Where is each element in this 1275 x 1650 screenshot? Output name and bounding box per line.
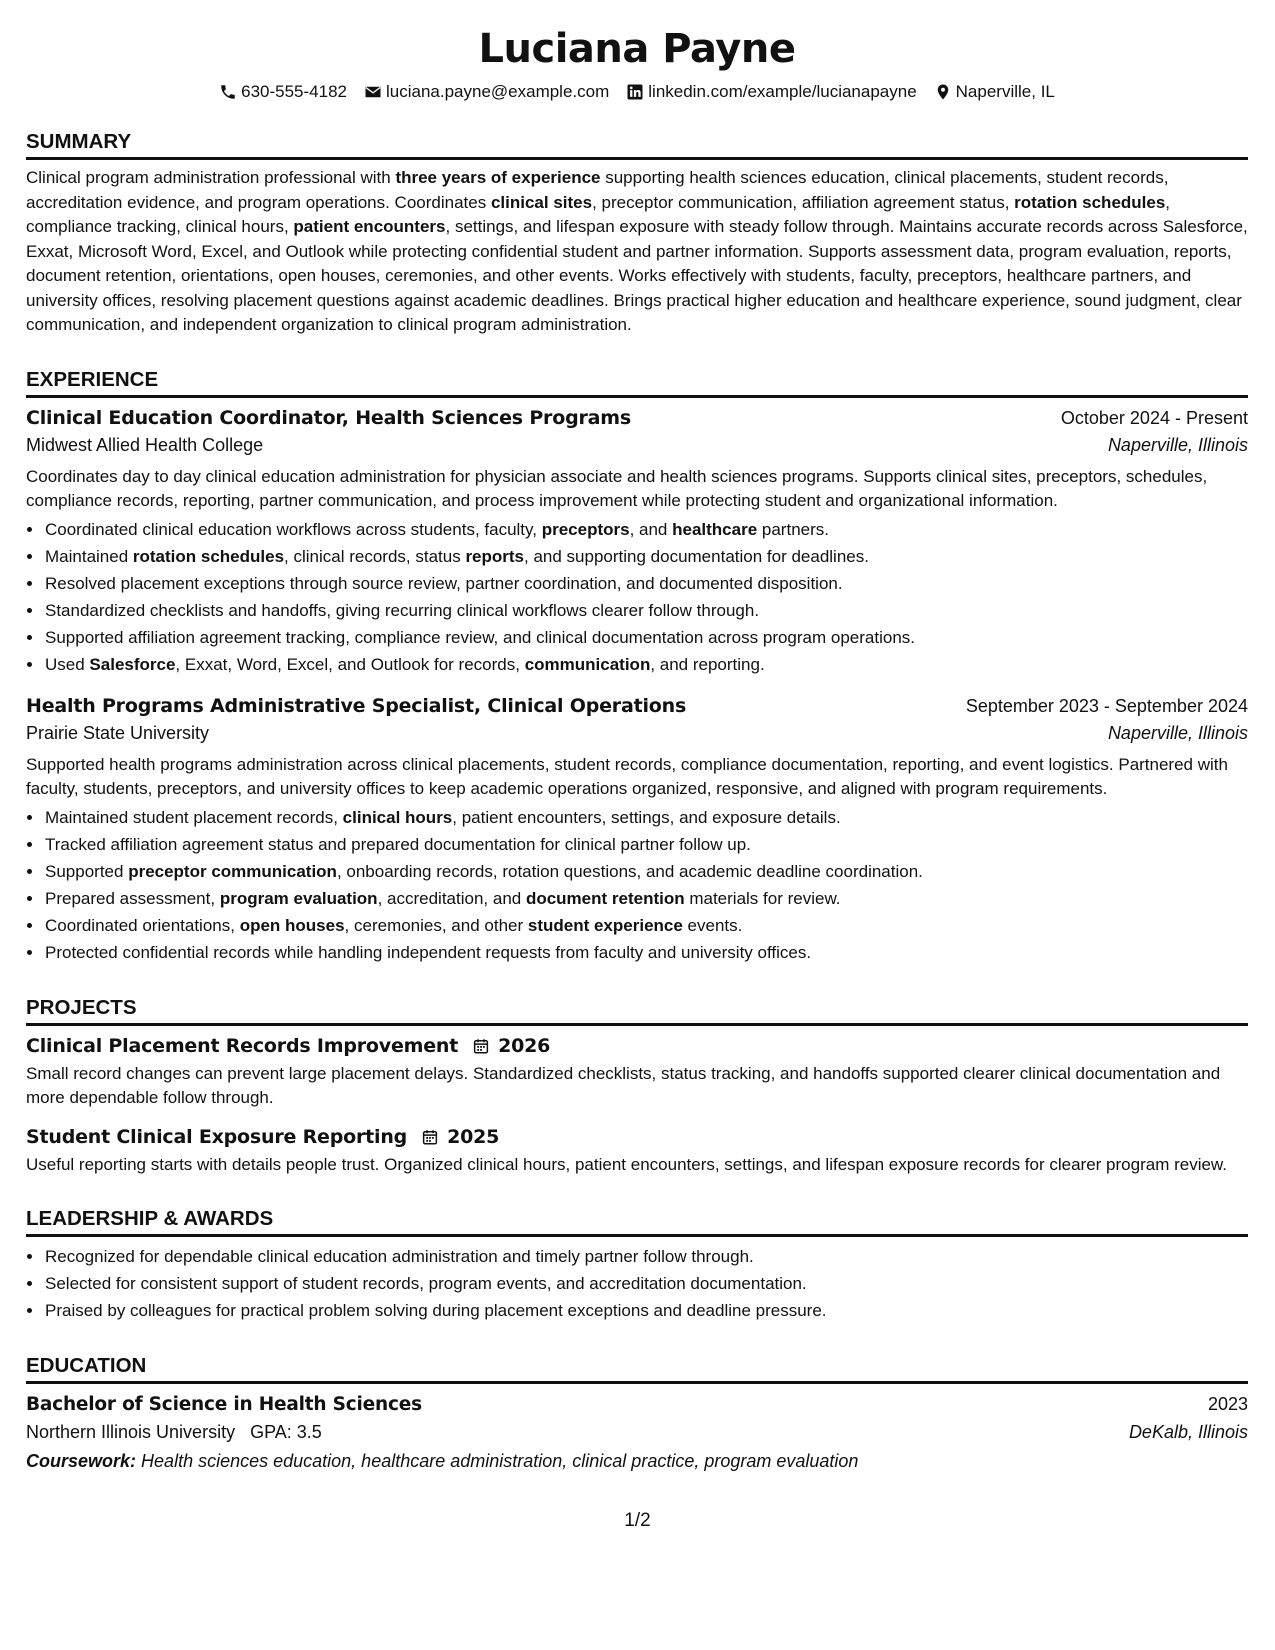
job-organization: Prairie State University — [26, 722, 210, 743]
contact-email[interactable] — [364, 80, 609, 104]
project-title: Student Clinical Exposure Reporting — [26, 1125, 408, 1148]
contact-phone[interactable] — [219, 80, 347, 104]
contact-linkedin[interactable] — [626, 80, 916, 104]
calendar-icon — [421, 1128, 439, 1146]
coursework — [26, 1446, 1248, 1476]
page-number: 1/2 — [624, 1510, 651, 1531]
list-item: • Maintained rotation schedules, clinical records, status reports, and supporting documentation for deadlines. — [44, 543, 1248, 570]
project-year: 2025 — [447, 1125, 500, 1148]
list-item: • Protected confidential records while handling independent requests from faculty and university offices. — [44, 939, 1248, 966]
list-item: • Prepared assessment, program evaluation, accreditation, and document retention materials for review. — [44, 885, 1248, 912]
candidate-name: Luciana Payne — [478, 26, 796, 72]
list-item: • Coordinated orientations, open houses, ceremonies, and other student experience events. — [44, 912, 1248, 939]
contact-location — [934, 80, 1055, 104]
list-item: • Coordinated clinical education workflows across students, faculty, preceptors, and healthcare partners. — [44, 516, 1248, 543]
job-dates: September 2023 - September 2024 — [965, 695, 1248, 716]
graduation-year: 2023 — [1207, 1394, 1248, 1414]
job-location: Naperville, Illinois — [1107, 722, 1248, 743]
phone-text: 630-555-4182 — [241, 82, 347, 101]
summary-text: Clinical program administration professional with three years of experience supporting health sciences education, clinical placements, student records, accreditation evidence, and program operations. Coordinates clinical sites, preceptor communication, affiliation agreement status, rotation schedules, compliance tracking, clinical hours, patient encounters, settings, and lifespan exposure with steady follow through. Maintains accurate records across Salesforce, Exxat, Microsoft Word, Excel, and Outlook while protecting confidential student and partner information. Supports assessment data, program evaluation, reports, document retention, orientations, open houses, ceremonies, and other events. Works effectively with students, faculty, preceptors, healthcare partners, and university offices, resolving placement questions against academic deadlines. Brings practical higher education and healthcare experience, sound judgment, clear communication, and independent organization to clinical program administration. — [26, 168, 1248, 334]
project-entry-2 — [26, 1123, 1248, 1178]
calendar-icon — [472, 1037, 490, 1055]
list-item: • Praised by colleagues for practical problem solving during placement exceptions and deadline pressure. — [44, 1297, 1248, 1324]
list-item: • Supported preceptor communication, onboarding records, rotation questions, and academic deadline coordination. — [44, 858, 1248, 885]
education-entry — [26, 1390, 1248, 1476]
email-text: luciana.payne@example.com — [385, 82, 610, 101]
section-education-heading: EDUCATION — [26, 1353, 1248, 1384]
linkedin-icon — [626, 83, 644, 101]
contact-bar — [26, 80, 1248, 104]
job-title: Health Programs Administrative Specialist, Clinical Operations — [26, 694, 687, 717]
resume-page — [26, 0, 1248, 1476]
coursework-list: Health sciences education, healthcare administration, clinical practice, program evaluation — [141, 1451, 859, 1471]
gpa: GPA: 3.5 — [250, 1422, 322, 1442]
section-experience-heading: EXPERIENCE — [26, 367, 1248, 398]
list-item: • Tracked affiliation agreement status and prepared documentation for clinical partner follow up. — [44, 831, 1248, 858]
experience-entry-2 — [26, 692, 1248, 966]
experience-entry-1 — [26, 404, 1248, 678]
project-description: Small record changes can prevent large placement delays. Standardized checklists, status tracking, and handoffs supported clearer clinical documentation and more dependable follow through. — [26, 1063, 1221, 1107]
location-text: Naperville, IL — [955, 82, 1055, 101]
coursework-label: Coursework: — [26, 1451, 137, 1471]
list-item: • Standardized checklists and handoffs, giving recurring clinical workflows clearer follow through. — [44, 597, 1248, 624]
degree: Bachelor of Science in Health Sciences — [26, 1394, 422, 1415]
job-organization: Midwest Allied Health College — [26, 434, 264, 455]
section-projects-heading: PROJECTS — [26, 995, 1248, 1026]
map-pin-icon — [934, 83, 952, 101]
phone-icon — [219, 83, 237, 101]
envelope-icon — [364, 83, 382, 101]
job-dates: October 2024 - Present — [1060, 407, 1248, 428]
list-item: • Supported affiliation agreement tracking, compliance review, and clinical documentation across program operations. — [44, 624, 1248, 651]
section-leadership-heading: LEADERSHIP & AWARDS — [26, 1206, 1248, 1237]
job-description: Supported health programs administration across clinical placements, student records, compliance documentation, reporting, and event logistics. Partnered with faculty, students, preceptors, and university offices to keep academic operations organized, responsive, and aligned with program requirements. — [26, 754, 1228, 798]
list-item: • Used Salesforce, Exxat, Word, Excel, and Outlook for records, communication, and reporting. — [44, 651, 1248, 678]
leadership-bullets — [26, 1243, 1248, 1324]
job-description: Coordinates day to day clinical education administration for physician associate and health sciences programs. Supports clinical sites, preceptors, schedules, compliance records, reporting, partner communication, and process improvement while protecting student and organizational information. — [26, 466, 1208, 510]
linkedin-text: linkedin.com/example/lucianapayne — [648, 82, 917, 101]
list-item: • Resolved placement exceptions through source review, partner coordination, and documented disposition. — [44, 570, 1248, 597]
list-item: • Recognized for dependable clinical education administration and timely partner follow through. — [44, 1243, 1248, 1270]
project-entry-1 — [26, 1032, 1248, 1111]
project-year: 2026 — [498, 1034, 551, 1057]
list-item: • Selected for consistent support of student records, program events, and accreditation documentation. — [44, 1270, 1248, 1297]
project-title: Clinical Placement Records Improvement — [26, 1034, 459, 1057]
project-description: Useful reporting starts with details people trust. Organized clinical hours, patient encounters, settings, and lifespan exposure records for clearer program review. — [26, 1154, 1227, 1174]
school: Northern Illinois University — [26, 1422, 236, 1442]
school-location: DeKalb, Illinois — [1128, 1422, 1248, 1442]
list-item: • Maintained student placement records, clinical hours, patient encounters, settings, and exposure details. — [44, 804, 1248, 831]
job-location: Naperville, Illinois — [1107, 434, 1248, 455]
school-and-gpa — [26, 1419, 322, 1446]
section-summary-heading: SUMMARY — [26, 129, 1248, 160]
job-bullets — [26, 516, 1248, 678]
job-title: Clinical Education Coordinator, Health Sciences Programs — [26, 406, 631, 429]
job-bullets — [26, 804, 1248, 966]
